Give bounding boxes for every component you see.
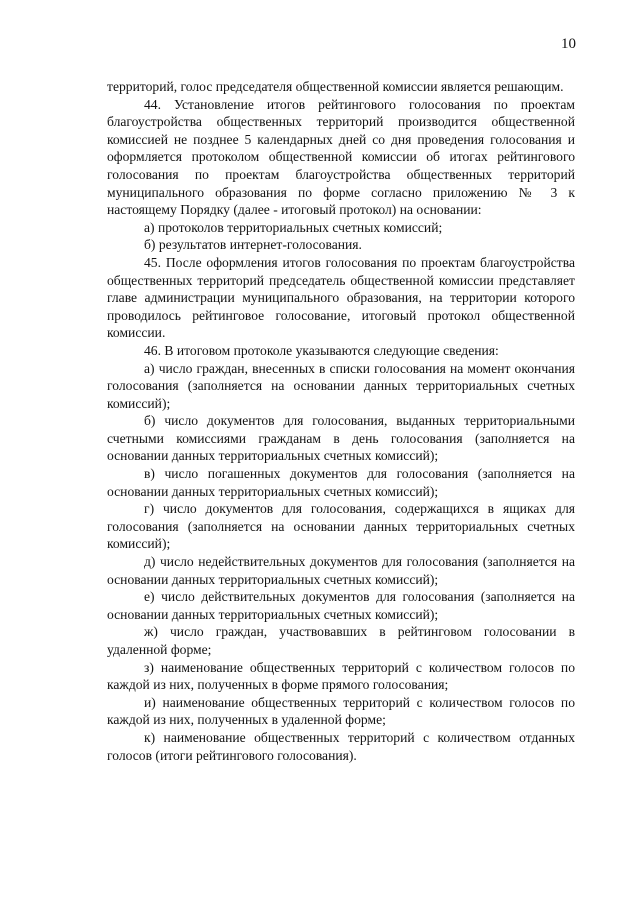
paragraph-continuation: территорий, голос председателя общественной комиссии является решающим. — [107, 79, 564, 94]
subitem-46-i: и) наименование общественных территорий с количеством голосов по каждой из них, полученных в удаленной форме; — [107, 694, 575, 728]
subitem-46-d: д) число недействительных документов для голосования (заполняется на основании данных территориальных счетных комиссий); — [107, 554, 575, 587]
subitem-46-b: б) число документов для голосования, выданных территориальными счетными комиссиями гражданам в день голосования (заполняется на основании данных территориальных счетных комиссий); — [107, 413, 575, 464]
subitem-46-k: к) наименование общественных территорий с количеством отданных голосов (итоги рейтингового голосования). — [107, 729, 575, 763]
subitem-46-a: а) число граждан, внесенных в списки голосования на момент окончания голосования (заполняется на основании данных территориальных счетных комиссий); — [107, 360, 575, 411]
subitem-46-g: г) число документов для голосования, содержащихся в ящиках для голосования (заполняется на основании данных территориальных счетных комиссий); — [107, 501, 575, 552]
document-body — [107, 78, 575, 764]
subitem-46-z: з) наименование общественных территорий с количеством голосов по каждой из них, полученных в форме прямого голосования; — [107, 659, 575, 693]
subitem-44-b: б) результатов интернет-голосования. — [144, 237, 362, 253]
paragraph-item-45: 45. После оформления итогов голосования по проектам благоустройства общественных территорий председатель общественной комиссии представляет главе администрации муниципального образования, на территории которого проводилось рейтинговое голосование, итоговый протокол общественной комиссии. — [107, 254, 575, 341]
subitem-46-v: в) число погашенных документов для голосования (заполняется на основании данных территориальных счетных комиссий); — [107, 466, 575, 499]
page-number: 10 — [561, 36, 576, 52]
subitem-46-e: е) число действительных документов для голосования (заполняется на основании данных территориальных счетных комиссий); — [107, 589, 575, 622]
paragraph-item-46: 46. В итоговом протоколе указываются следующие сведения: — [144, 342, 499, 358]
subitem-44-a: а) протоколов территориальных счетных комиссий; — [144, 219, 443, 235]
subitem-46-zh: ж) число граждан, участвовавших в рейтинговом голосовании в удаленной форме; — [107, 624, 575, 657]
paragraph-item-44: 44. Установление итогов рейтингового голосования по проектам благоустройства общественных территорий производится общественной комиссией не позднее 5 календарных дней со дня проведения голосования и оформляется протоколом общественной комиссии об итогах рейтингового голосования по проектам благоустройства общественных территорий муниципального образования по форме согласно приложению № 3 к настоящему Порядку (далее - итоговый протокол) на основании: — [107, 96, 575, 218]
